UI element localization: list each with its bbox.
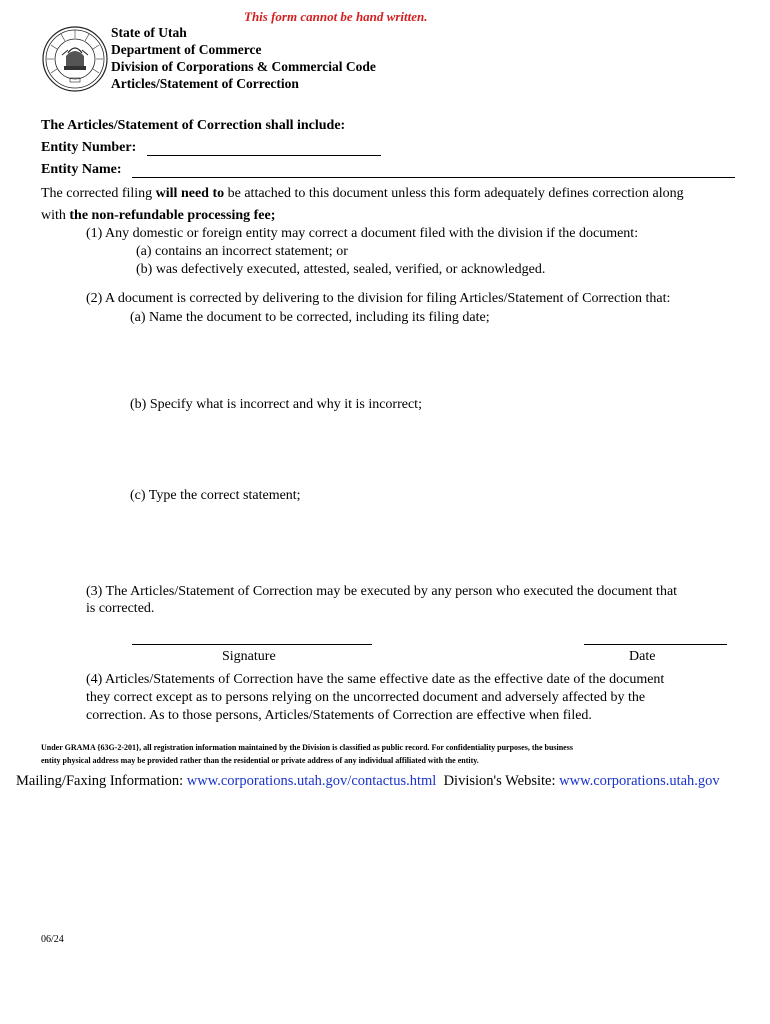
item2-a: (a) Name the document to be corrected, including its filing date;	[130, 310, 490, 325]
header-state: State of Utah	[111, 25, 187, 40]
date-label: Date	[629, 649, 656, 664]
website-link[interactable]: www.corporations.utah.gov	[559, 773, 720, 789]
fee-text-1: with	[41, 208, 70, 223]
entity-number-field[interactable]	[147, 155, 381, 156]
hand-written-notice: This form cannot be hand written.	[244, 9, 428, 24]
item2-c: (c) Type the correct statement;	[130, 488, 301, 503]
fee-line	[41, 207, 275, 225]
item1-text: (1) Any domestic or foreign entity may correct a document filed with the division if the document:	[86, 226, 639, 241]
header-division: Division of Corporations & Commercial Code	[111, 59, 376, 74]
form-revision-date: 06/24	[41, 934, 64, 945]
mailing-label: Mailing/Faxing Information:	[16, 773, 184, 789]
intro-heading: The Articles/Statement of Correction shall include:	[41, 118, 346, 133]
item3-line2: is corrected.	[86, 601, 155, 616]
entity-name-label: Entity Name:	[41, 162, 122, 177]
grama-notice-line2: entity physical address may be provided rather than the residential or private address of any individual affiliated with the entity.	[41, 756, 479, 765]
item1-a: (a) contains an incorrect statement; or	[136, 244, 348, 259]
header-department: Department of Commerce	[111, 42, 262, 57]
item3-line1: (3) The Articles/Statement of Correction may be executed by any person who executed the document that	[86, 584, 678, 599]
item2-text: (2) A document is corrected by delivering to the division for filing Articles/Statement of Correction that:	[86, 291, 671, 306]
item4-line2: they correct except as to persons relying on the uncorrected document and adversely affected by the	[86, 690, 646, 705]
filing-text-3: be attached to this document unless this form adequately defines correction along	[224, 186, 684, 201]
item2-b: (b) Specify what is incorrect and why it is incorrect;	[130, 397, 422, 412]
entity-name-field[interactable]	[132, 177, 735, 178]
filing-text-1: The corrected filing	[41, 186, 156, 201]
item4-line1: (4) Articles/Statements of Correction have the same effective date as the effective date of the document	[86, 672, 665, 687]
website-label: Division's Website:	[443, 773, 556, 789]
mailing-info	[16, 773, 720, 790]
grama-notice-line1: Under GRAMA {63G-2-201}, all registration information maintained by the Division is classified as public record. For confidentiality purposes, the business	[41, 743, 573, 752]
utah-state-seal-icon	[42, 26, 108, 92]
contact-link[interactable]: www.corporations.utah.gov/contactus.html	[186, 773, 437, 789]
signature-label: Signature	[222, 649, 276, 664]
filing-text-2: will need to	[155, 186, 225, 201]
header-form-title: Articles/Statement of Correction	[111, 76, 299, 91]
fee-text-2: the non-refundable processing fee;	[69, 208, 276, 223]
date-field[interactable]	[584, 644, 727, 645]
item1-b: (b) was defectively executed, attested, sealed, verified, or acknowledged.	[136, 262, 546, 277]
signature-field[interactable]	[132, 644, 372, 645]
entity-number-label: Entity Number:	[41, 140, 137, 155]
corrected-filing-line	[41, 185, 684, 203]
item4-line3: correction. As to those persons, Articles/Statements of Correction are effective when filed.	[86, 708, 592, 723]
